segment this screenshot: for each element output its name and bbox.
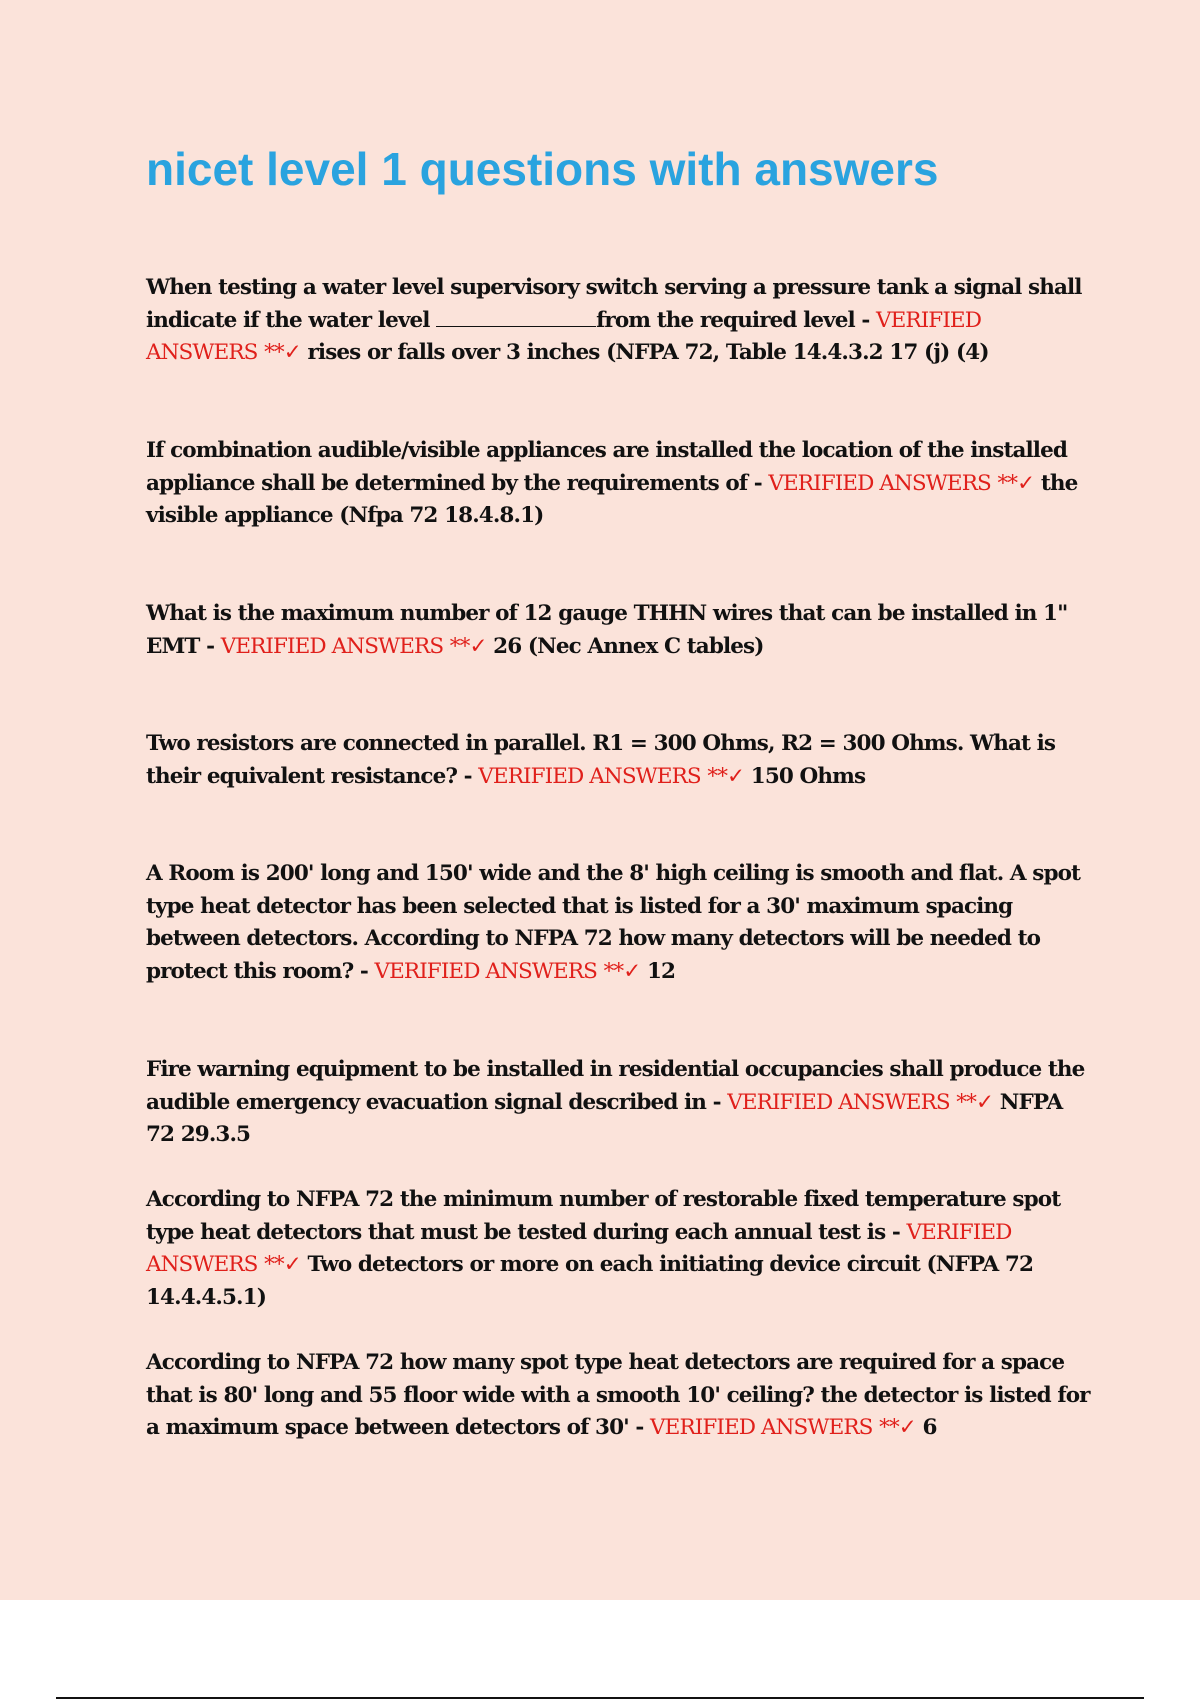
check-mark-icon: **✓: [449, 633, 487, 659]
verified-answers-label: VERIFIED ANSWERS: [768, 470, 991, 496]
check-mark-icon: **✓: [603, 958, 641, 984]
verified-answers-label: VERIFIED ANSWERS: [146, 307, 982, 366]
check-mark-icon: **✓: [707, 763, 745, 789]
verified-answers-label: VERIFIED ANSWERS: [478, 763, 701, 789]
answer-text: rises or falls over 3 inches (NFPA 72, Table 14.4.3.2 17 (j) (4): [307, 340, 989, 366]
question-text: If combination audible/visible appliances are installed the location of the installed appliance shall be determined by the requirements of -: [146, 438, 1067, 496]
verified-answers-label: VERIFIED ANSWERS: [727, 1089, 950, 1115]
check-mark-icon: **✓: [956, 1089, 994, 1115]
qa-item-2: [146, 435, 1096, 533]
answer-text: 150 Ohms: [750, 763, 866, 789]
answer-text: Two detectors or more on each initiating device circuit (NFPA 72 14.4.4.5.1): [146, 1252, 1034, 1310]
verified-answers-label: VERIFIED ANSWERS: [146, 1219, 1012, 1278]
answer-text: the visible appliance (Nfpa 72 18.4.8.1): [146, 470, 1078, 529]
verified-answers-label: VERIFIED ANSWERS: [374, 958, 597, 984]
verified-answers-label: VERIFIED ANSWERS: [650, 1415, 873, 1441]
answer-text: 6: [922, 1415, 937, 1441]
qa-item-5: [146, 858, 1096, 988]
question-text-continued: from the required level -: [596, 307, 876, 333]
check-mark-icon: **✓: [879, 1415, 916, 1441]
check-mark-icon: **✓: [264, 1252, 301, 1278]
question-text: Fire warning equipment to be installed in residential occupancies shall produce the audible emergency evacuation signal described in -: [146, 1057, 1085, 1115]
qa-item-8: [146, 1347, 1096, 1445]
qa-item-7: [146, 1184, 1096, 1314]
check-mark-icon: **✓: [997, 470, 1035, 496]
footer-divider: [56, 1697, 1144, 1699]
question-text: According to NFPA 72 the minimum number of restorable fixed temperature spot type heat detectors that must be tested during each annual test is -: [146, 1187, 1061, 1245]
question-text: According to NFPA 72 how many spot type heat detectors are required for a space that is 80' long and 55 floor wide with a smooth 10' ceiling? the detector is listed for a maximum space between detectors of 30' -: [146, 1350, 1090, 1441]
answer-text: 26 (Nec Annex C tables): [493, 633, 764, 659]
answer-text: 12: [646, 958, 676, 984]
qa-item-6: [146, 1054, 1096, 1152]
question-text: When testing a water level supervisory switch serving a pressure tank a signal shall indicate if the water level: [146, 275, 1082, 333]
page-title: nicet level 1 questions with answers: [146, 143, 939, 195]
question-text: What is the maximum number of 12 gauge THHN wires that can be installed in 1" EMT -: [146, 601, 1068, 659]
question-text: Two resistors are connected in parallel. R1 = 300 Ohms, R2 = 300 Ohms. What is their equivalent resistance? -: [146, 731, 1056, 789]
qa-item-4: [146, 728, 1096, 793]
qa-item-3: [146, 598, 1096, 663]
check-mark-icon: **✓: [264, 340, 301, 366]
qa-item-1: [146, 272, 1096, 370]
answer-text: NFPA 72 29.3.5: [146, 1089, 1063, 1148]
verified-answers-label: VERIFIED ANSWERS: [220, 633, 444, 659]
question-text: A Room is 200' long and 150' wide and the 8' high ceiling is smooth and flat. A spot type heat detector has been selected that is listed for a 30' maximum spacing between detectors. According to NFPA 72 how many detectors will be needed to protect this room? -: [146, 861, 1081, 984]
fill-in-blank: [436, 325, 596, 327]
